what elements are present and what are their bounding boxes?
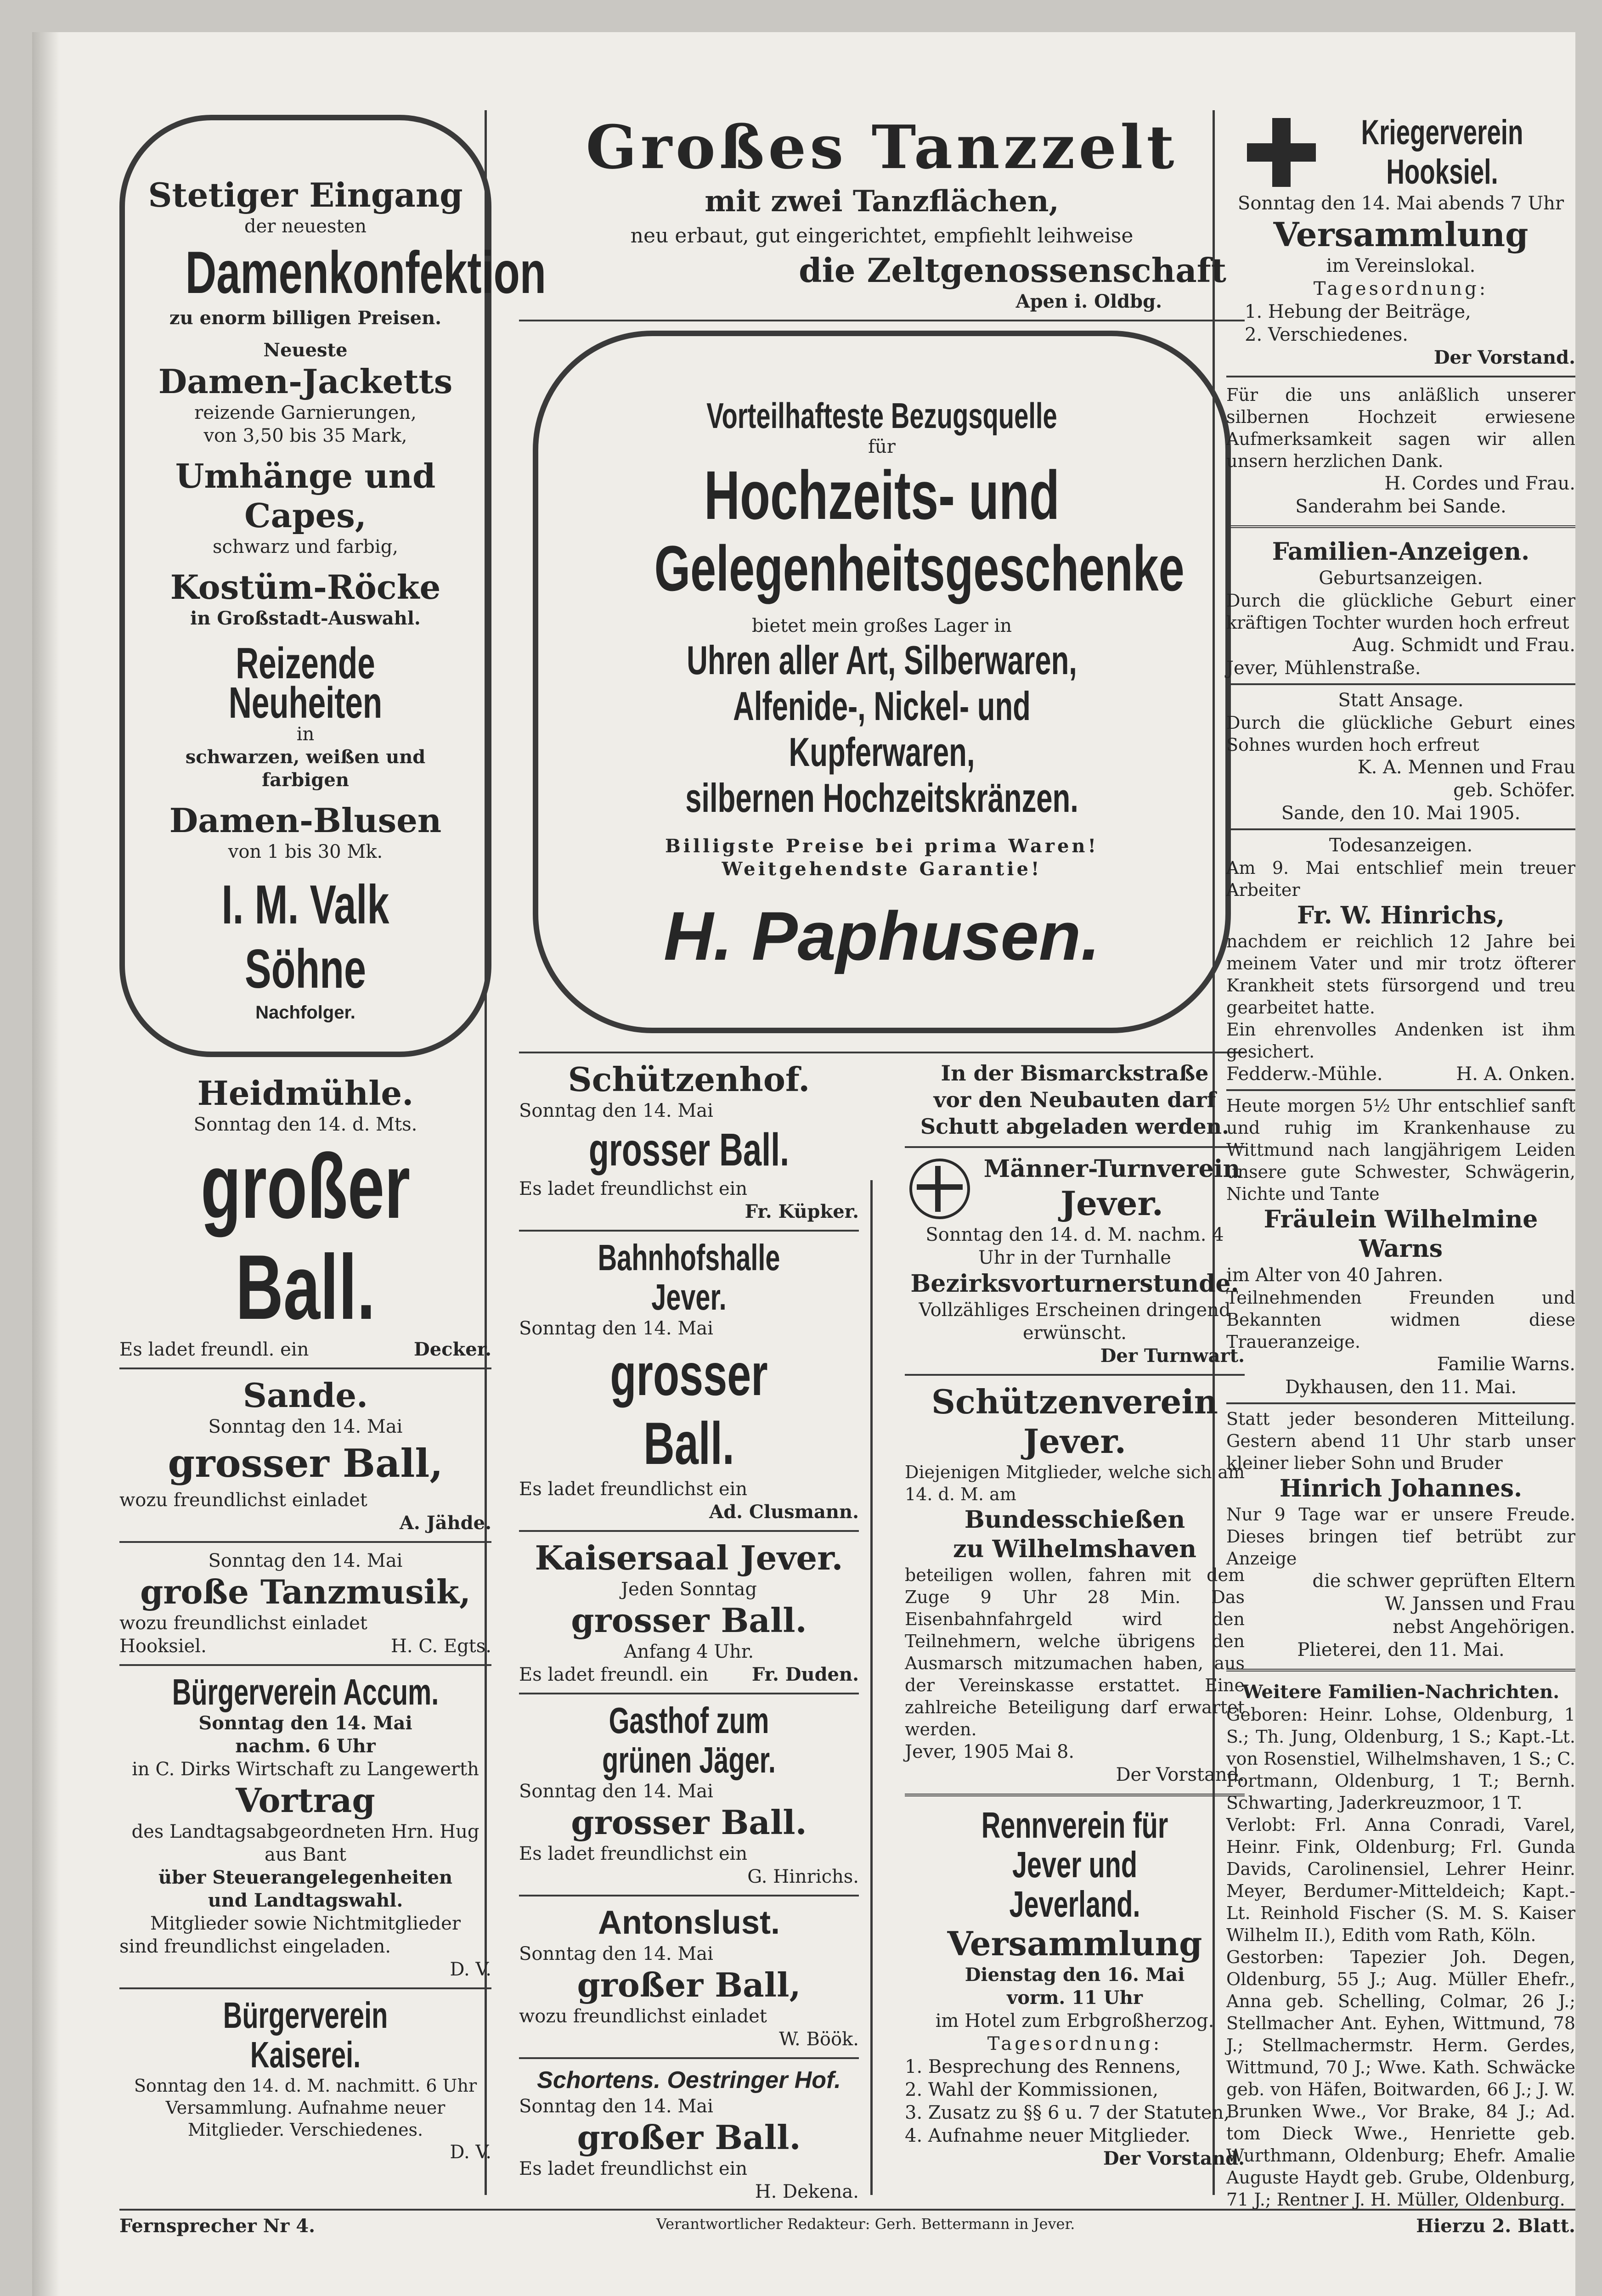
divider (119, 1541, 491, 1543)
heid-sig-row (119, 1338, 491, 1361)
renn-title2: Jever und Jeverland. (1009, 1844, 1140, 1925)
renn-agenda: Tagesordnung: (987, 2033, 1162, 2054)
heid-invite: Es ladet freundl. ein (119, 1339, 309, 1360)
kaisersaal-date: Jeden Sonntag (621, 1579, 757, 1600)
sv-event: Bundesschießen (964, 1506, 1185, 1534)
anton-date: Sonntag den 14. Mai (519, 1943, 713, 1964)
renn-time: vorm. 11 Uhr (1007, 1987, 1143, 2009)
sande-ball: grosser Ball, (168, 1441, 443, 1486)
newspaper-page (32, 32, 1575, 2296)
tanz-title: Großes Tanzzelt (586, 112, 1178, 182)
sande-title: Sande. (243, 1376, 368, 1415)
valk-l6: Damen-Jacketts (158, 362, 453, 401)
accum-event: Vortrag (236, 1781, 375, 1820)
krieger-title-block (1330, 113, 1555, 192)
bismarck-l3: Schutt abgeladen werden. (920, 1114, 1230, 1139)
accum-sig: D. V. (450, 1959, 491, 1980)
fam-t1: Am 9. Mai entschlief mein treuer Arbeiter (1226, 858, 1575, 900)
valk-l18: I. M. Valk Söhne (221, 874, 389, 1000)
fam-t1n: Fr. W. Hinrichs, (1297, 901, 1505, 929)
paphusen-ad (533, 331, 1231, 1033)
kaisersaal-sig-row (519, 1663, 859, 1686)
fam-t2s: Familie Warns. (1437, 1354, 1575, 1375)
gasthof-title: Gasthof zum grünen Jäger. (602, 1700, 776, 1780)
familien-anzeigen (1226, 535, 1575, 1664)
krieger-loc: im Vereinslokal. (1326, 255, 1476, 276)
weitere-verl: Verlobt: Frl. Anna Conradi, Varel, Heinr. Fink, Oldenburg; Frl. Gunda Davids, Carolinensiel, Lehrer Heinr. Meyer, Berdumer-Mitteldeich; Kapt.-Lt. Reinhold Fischer (S. M. S. Kaiser Wilhelm II.), Edith vom Rath, Köln. (1226, 1815, 1575, 1945)
divider (119, 1987, 491, 1989)
divider (1226, 525, 1575, 530)
weitere-gest: Gestorben: Tapezier Joh. Degen, Oldenburg, 55 J.; Aug. Müller Ehefr., Anna geb. Schelling, Colmar, 26 J.; Stellmacher Ant. Eyhen, Wittmund, 78 J.; Stellmachermstr. Herm. Gerdes, Wittmund, 70 J.; Wwe. Kath. Schwäcke geb. von Häfen, Boitwarden, 66 J.; J. W. Brunken Wwe., Vor Brake, 84 J.; Ad. tom Dieck Wwe., Henriette geb. Wurthmann, Oldenburg; Ehefr. Amalie Auguste Haydt geb. Grube, Oldenburg, 71 J.; Rentner J. H. Müller, Oldenburg. (1226, 1947, 1575, 2210)
divider (1226, 376, 1575, 377)
turn-sig: Der Turnwart. (1100, 1345, 1245, 1367)
sv-title: Schützenverein Jever. (931, 1382, 1218, 1461)
kaisersaal-ad (519, 1536, 859, 1689)
schuetz-title: Schützenhof. (568, 1060, 810, 1099)
valk-l4: zu enorm billigen Preisen. (169, 307, 442, 329)
valk-l7: reizende Garnierungen, (194, 402, 417, 423)
fam-t2p: Dykhausen, den 11. Mai. (1285, 1377, 1517, 1398)
schuetz-name: Fr. Küpker. (745, 1201, 859, 1222)
fam-b1n: Aug. Schmidt und Frau. (1352, 635, 1575, 656)
fam-t3e: nebst Angehörigen. (1393, 1616, 1575, 1638)
divider (1226, 683, 1575, 685)
hook-invite: wozu freundlichst einladet (119, 1613, 367, 1634)
weitere-nachrichten (1226, 1678, 1575, 2213)
renn-i3: 3. Zusatz zu §§ 6 u. 7 der Statuten, (905, 2102, 1230, 2123)
turn-title2: Jever. (1060, 1184, 1163, 1223)
sande-invite: wozu freundlichst einladet (119, 1490, 367, 1511)
divider (519, 2057, 859, 2059)
bismarck-l2: vor den Neubauten darf (933, 1087, 1216, 1112)
accum-date: Sonntag den 14. Mai (198, 1712, 412, 1734)
renn-i2: 2. Wahl der Kommissionen, (905, 2079, 1159, 2100)
bahnhof-invite: Es ladet freundlichst ein (519, 1479, 748, 1500)
schortens-ad (519, 2063, 859, 2206)
page-footer (119, 2209, 1575, 2237)
valk-l8: von 3,50 bis 35 Mark, (203, 425, 407, 446)
hook-name: H. C. Egts. (390, 1636, 491, 1657)
anton-ball: großer Ball, (577, 1965, 801, 2004)
fam-t3d: W. Janssen und Frau (1385, 1593, 1575, 1615)
column-2-lower-right (905, 1057, 1245, 2206)
paph-l10: Billigste Preise bei prima Waren! (665, 835, 1099, 857)
gasthof-invite: Es ladet freundlichst ein (519, 1843, 748, 1864)
tanz-place: Apen i. Oldbg. (1015, 291, 1162, 312)
sv-sig: Der Vorstand. (1116, 1764, 1245, 1785)
tanz-line: neu erbaut, gut eingerichtet, empfiehlt leihweise (630, 224, 1134, 248)
turn-text2: Vollzähliges Erscheinen dringend erwünscht. (919, 1300, 1231, 1344)
accum-ad (119, 1670, 491, 1984)
fam-t1-sig-row (1226, 1063, 1575, 1086)
dank-place: Sanderahm bei Sande. (1295, 496, 1506, 517)
accum-l3: über Steuerangelegenheiten (158, 1867, 453, 1888)
kaisersaal-time: Anfang 4 Uhr. (624, 1641, 754, 1662)
divider (519, 1052, 1245, 1053)
schuetz-date: Sonntag den 14. Mai (519, 1100, 713, 1121)
accum-title: Bürgerverein Accum. (172, 1671, 439, 1712)
divider (519, 320, 1245, 321)
tanz-org: die Zeltgenossenschaft (799, 251, 1226, 290)
renn-loc: im Hotel zum Erbgroßherzog. (935, 2010, 1214, 2032)
dank-ad (1226, 381, 1575, 521)
sande-date: Sonntag den 14. Mai (208, 1416, 403, 1437)
fam-t1s: H. A. Onken. (1456, 1064, 1575, 1085)
valk-l11: Kostüm-Röcke (170, 568, 441, 607)
fam-b2n: K. A. Mennen und Frau (1357, 757, 1575, 778)
column-2-lower (519, 1057, 1245, 2206)
hooksiel-ad (119, 1547, 491, 1660)
bahnhof-title: Bahnhofshalle Jever. (598, 1237, 780, 1317)
bismarck-ad (905, 1057, 1245, 1142)
krieger-date: Sonntag den 14. Mai abends 7 Uhr (1237, 193, 1564, 214)
divider (1226, 828, 1575, 830)
hook-event: große Tanzmusik, (140, 1572, 471, 1611)
renn-event: Versammlung (947, 1924, 1202, 1963)
valk-l19: Nachfolger. (255, 1002, 355, 1023)
turn-text: Sonntag den 14. d. M. nachm. 4 Uhr in der Turnhalle (925, 1224, 1224, 1268)
schortens-title: Schortens. Oestringer Hof. (537, 2067, 841, 2093)
valk-l16: Damen-Blusen (169, 801, 442, 840)
sv-l2: beteiligen wollen, fahren mit dem Zuge 9 Uhr 28 Min. Das Eisenbahnfahrgeld wird den Teilnehmern, welche übrigens den Ausmarsch mitzumachen haben, aus der Vereinskasse erstattet. Eine zahlreiche Beteiligung darf erwartet werden. (905, 1565, 1245, 1739)
column-2-lower-left (519, 1057, 859, 2206)
bahnhof-ball: grosser Ball. (610, 1341, 768, 1477)
dank-name: H. Cordes und Frau. (1384, 473, 1575, 494)
tanz-sub: mit zwei Tanzflächen, (705, 184, 1059, 219)
fam-t3b: Nur 9 Tage war er unsere Freude. Dieses bringen tief betrübt zur Anzeige (1226, 1504, 1575, 1569)
valk-l13: Reizende Neuheiten (228, 639, 383, 727)
krieger-event: Versammlung (1273, 215, 1529, 254)
bahnhofshalle-ad (519, 1235, 859, 1526)
sv-date: Jever, 1905 Mai 8. (905, 1741, 1075, 1762)
fam-b1p: Jever, Mühlenstraße. (1226, 658, 1421, 679)
fam-statt: Statt Ansage. (1338, 690, 1464, 711)
paph-l9: silbernen Hochzeitskränzen. (685, 775, 1078, 821)
schuetzenverein-ad (905, 1379, 1245, 1789)
sande-ad (119, 1373, 491, 1537)
fam-t1p: Fedderw.-Mühle. (1226, 1064, 1383, 1085)
paph-l7: Alfenide-, Nickel- und (733, 683, 1031, 729)
paph-l4: Gelegenheitsgeschenke (654, 532, 1185, 604)
fam-b2p: Sande, den 10. Mai 1905. (1281, 803, 1521, 824)
kaiserei-ad (119, 1993, 491, 2167)
gasthof-ad (519, 1698, 859, 1891)
valk-l1: Stetiger Eingang (148, 175, 463, 214)
krieger-i2: 2. Verschiedenes. (1245, 324, 1408, 345)
divider (905, 1374, 1245, 1376)
schuetzenhof-ad (519, 1057, 859, 1226)
sande-name: A. Jähde. (399, 1512, 491, 1534)
schortens-ball: großer Ball. (577, 2118, 801, 2157)
fam-sub: Geburtsanzeigen. (1319, 568, 1483, 589)
turnverein-ad (905, 1152, 1245, 1370)
sv-l1: Diejenigen Mitglieder, welche sich am 14. d. M. am (905, 1462, 1245, 1504)
renn-title: Rennverein für (981, 1805, 1168, 1846)
renn-i4: 4. Aufnahme neuer Mitglieder. (905, 2125, 1191, 2146)
fam-t1b: nachdem er reichlich 12 Jahre bei meinem Vater und mir trotz öfterer Krankheit stets fürsorgend und treu gearbeitet hatte. (1226, 931, 1575, 1018)
accum-l5: Mitglieder sowie Nichtmitglieder (150, 1913, 461, 1934)
valk-l5: Neueste (263, 339, 348, 361)
divider (1226, 1089, 1575, 1091)
hook-date: Sonntag den 14. Mai (208, 1550, 403, 1571)
fam-t3: Statt jeder besonderen Mitteilung. Gestern abend 11 Uhr starb unser kleiner lieber Sohn und Bruder (1226, 1409, 1575, 1473)
paph-l5: bietet mein großes Lager in (752, 615, 1012, 636)
divider (519, 1693, 859, 1694)
fam-t3p: Plieterei, den 11. Mai. (1297, 1639, 1505, 1660)
kaisersaal-invite: Es ladet freundl. ein (519, 1664, 709, 1685)
turn-title: Männer-Turnverein (983, 1155, 1241, 1183)
valk-l2: der neuesten (244, 216, 367, 237)
gasthof-name: G. Hinrichs. (747, 1866, 859, 1887)
accum-time: nachm. 6 Uhr (235, 1735, 376, 1757)
paph-l8: Kupferwaren, (789, 729, 975, 775)
fam-t3c: die schwer geprüften Eltern (1312, 1570, 1575, 1592)
divider (905, 1794, 1245, 1798)
renn-i1: 1. Besprechung des Rennens, (905, 2056, 1181, 2077)
bahnhof-name: Ad. Clusmann. (709, 1501, 859, 1523)
heid-date: Sonntag den 14. d. Mts. (193, 1114, 417, 1135)
valk-l9: Umhänge und Capes, (175, 456, 436, 535)
valk-l14: in (296, 724, 315, 745)
fam-t3n: Hinrich Johannes. (1279, 1474, 1523, 1503)
column-1 (119, 110, 546, 2167)
column-3 (1226, 110, 1575, 2213)
fam-title: Familien-Anzeigen. (1272, 538, 1530, 566)
fam-t2b: im Alter von 40 Jahren. (1226, 1265, 1444, 1286)
accum-l1: des Landtagsabgeordneten Hrn. Hug (131, 1821, 479, 1842)
divider (905, 1146, 1245, 1148)
fam-t1c: Ein ehrenvolles Andenken ist ihm gesichert. (1226, 1019, 1575, 1062)
page-shadow (32, 32, 60, 2296)
accum-l2: aus Bant (265, 1844, 346, 1865)
valk-l12: in Großstadt-Auswahl. (190, 608, 421, 629)
column-2 (519, 110, 1245, 2206)
valk-l15: schwarzen, weißen und farbigen (185, 746, 426, 791)
divider (1226, 1402, 1575, 1404)
hook-place: Hooksiel. (119, 1636, 207, 1657)
renn-date: Dienstag den 16. Mai (965, 1964, 1185, 1986)
divider (519, 1530, 859, 1532)
divider (519, 1895, 859, 1896)
schuetz-ball: grosser Ball. (588, 1124, 790, 1176)
divider (119, 1367, 491, 1369)
krieger-i1: 1. Hebung der Beiträge, (1245, 301, 1471, 322)
sv-event2: zu Wilhelmshaven (953, 1535, 1196, 1563)
fam-t2n: Fräulein Wilhelmine Warns (1264, 1205, 1538, 1263)
valk-l3: Damenkonfektion (185, 239, 546, 306)
turn-title-block (984, 1154, 1241, 1223)
iron-cross-icon (1247, 118, 1316, 187)
anton-name: W. Böök. (778, 2029, 859, 2050)
anton-invite: wozu freundlichst einladet (519, 2006, 767, 2027)
tanzzelt-ad (519, 110, 1245, 316)
fam-t2: Heute morgen 5½ Uhr entschlief sanft und ruhig im Krankenhause zu Wittmund nach langjährigem Leiden unsere gute Schwester, Schwägerin, Nichte und Tante (1226, 1096, 1575, 1204)
turn-header (905, 1154, 1245, 1223)
fam-t2c: Teilnehmenden Freunden und Bekannten widmen diese Traueranzeige. (1226, 1288, 1575, 1352)
fam-b2: Durch die glückliche Geburt eines Sohnes wurden hoch erfreut (1226, 713, 1575, 755)
krieger-header (1226, 113, 1575, 192)
weitere-geb: Geboren: Heinr. Lohse, Oldenburg, 1 S.; Th. Jung, Oldenburg, 1 S.; Kapt.-Lt. von Rosenstiel, Wilhelmshaven, 1 S.; C. Fortmann, Oldenburg, 1 T.; Bernh. Schwarting, Jaderkreuzmoor, 1 T. (1226, 1705, 1575, 1813)
bismarck-l1: In der Bismarckstraße (941, 1061, 1209, 1086)
valk-ad (119, 115, 546, 1057)
footer-right: Hierzu 2. Blatt. (1416, 2215, 1575, 2237)
paph-l2: für (868, 436, 896, 457)
anton-title: Antonslust. (598, 1904, 780, 1941)
krieger-title: Kriegerverein (1361, 113, 1523, 152)
accum-loc: in C. Dirks Wirtschaft zu Langewerth (132, 1759, 479, 1780)
fam-b2n2: geb. Schöfer. (1453, 780, 1575, 801)
gasthof-ball: grosser Ball. (571, 1803, 807, 1842)
krieger-title2: Hooksiel. (1386, 152, 1498, 191)
schortens-invite: Es ladet freundlichst ein (519, 2158, 748, 2179)
paph-l6: Uhren aller Art, Silberwaren, (687, 637, 1077, 683)
accum-l4: und Landtagswahl. (208, 1890, 403, 1911)
footer-center: Verantwortlicher Redakteur: Gerh. Bettermann in Jever. (656, 2215, 1075, 2233)
kriegerverein-ad (1226, 110, 1575, 372)
schortens-name: H. Dekena. (755, 2181, 859, 2202)
schortens-date: Sonntag den 14. Mai (519, 2096, 713, 2117)
paph-l3: Hochzeits- und (704, 456, 1060, 534)
kaisersaal-ball: grosser Ball. (571, 1601, 807, 1640)
renn-sig: Der Vorstand. (1103, 2148, 1245, 2169)
kaiserei-title: Bürgerverein Kaiserei. (223, 1995, 388, 2075)
paph-l1: Vorteilhafteste Bezugsquelle (706, 395, 1057, 436)
fam-tod: Todesanzeigen. (1329, 835, 1473, 856)
krieger-sig: Der Vorstand. (1433, 347, 1575, 368)
hook-sig-row (119, 1635, 491, 1658)
turn-event: Bezirksvorturnerstunde. (910, 1270, 1239, 1298)
footer-left: Fernsprecher Nr 4. (119, 2215, 316, 2237)
kaisersaal-title: Kaisersaal Jever. (535, 1538, 843, 1577)
divider (1226, 1669, 1575, 1673)
antonslust-ad (519, 1900, 859, 2054)
heid-ball: großer Ball. (200, 1135, 411, 1339)
kaiserei-text: Sonntag den 14. d. M. nachmitt. 6 Uhr Versammlung. Aufnahme neuer Mitglieder. Verschiedenes. (134, 2076, 477, 2140)
paph-l11: Weitgehendste Garantie! (722, 858, 1042, 880)
krieger-agenda: Tagesordnung: (1313, 278, 1489, 299)
divider (519, 1230, 859, 1232)
gasthof-date: Sonntag den 14. Mai (519, 1781, 713, 1802)
turnverein-emblem-icon (909, 1159, 970, 1219)
dank-text: Für die uns anläßlich unserer silbernen Hochzeit erwiesene Aufmerksamkeit sagen wir allen unsern herzlichen Dank. (1226, 385, 1575, 471)
divider (119, 1664, 491, 1666)
accum-l6: sind freundlichst eingeladen. (119, 1936, 391, 1957)
heidmuehle-ad (119, 1071, 491, 1364)
heid-title: Heidmühle. (197, 1074, 414, 1113)
kaisersaal-name: Fr. Duden. (751, 1664, 859, 1685)
schuetz-invite: Es ladet freundlichst ein (519, 1178, 748, 1199)
bahnhof-date: Sonntag den 14. Mai (519, 1318, 713, 1339)
rennverein-ad (905, 1803, 1245, 2173)
paph-l12: H. Paphusen. (663, 897, 1100, 974)
valk-l10: schwarz und farbig, (212, 536, 399, 557)
kaiserei-sig: D. V. (450, 2142, 491, 2163)
weitere-title: Weitere Familien-Nachrichten. (1242, 1681, 1560, 1703)
heid-name: Decker. (414, 1339, 491, 1360)
fam-b1: Durch die glückliche Geburt einer kräftigen Tochter wurden hoch erfreut (1226, 591, 1575, 633)
valk-l17: von 1 bis 30 Mk. (228, 841, 383, 862)
